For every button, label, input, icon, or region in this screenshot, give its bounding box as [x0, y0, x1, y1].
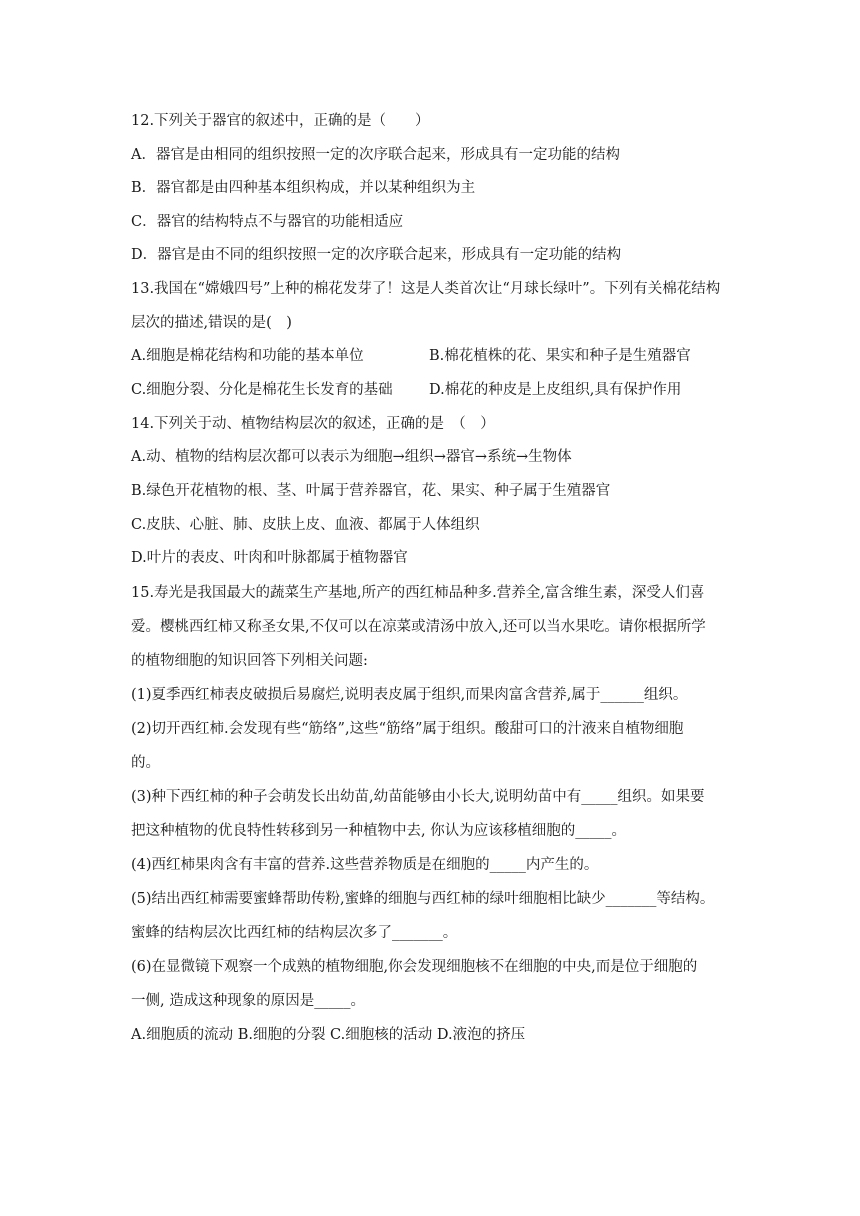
q12-option-b: B．器官都是由四种基本组织构成，并以某种组织为主: [131, 180, 476, 196]
q15-stem-line1: 15.寿光是我国最大的蔬菜生产基地,所产的西红柿品种多.营养全,富含维生素，深受人们喜: [131, 585, 705, 601]
q15-part6-line2: 一侧, 造成这种现象的原因是_____。: [131, 993, 365, 1009]
q15-part6-options: A.细胞质的流动 B.细胞的分裂 C.细胞核的活动 D.液泡的挤压: [131, 1027, 526, 1043]
q13-option-d: D.棉花的种皮是上皮组织,具有保护作用: [429, 382, 682, 398]
q12-stem: 12.下列关于器官的叙述中，正确的是（ ）: [131, 113, 430, 129]
q13-stem-line2: 层次的描述,错误的是( ): [131, 315, 292, 331]
q14-option-d: D.叶片的表皮、叶肉和叶脉都属于植物器官: [131, 550, 408, 566]
q14-option-b: B.绿色开花植物的根、茎、叶属于营养器官，花、果实、种子属于生殖器官: [131, 483, 611, 499]
q12-option-a: A．器官是由相同的组织按照一定的次序联合起来，形成具有一定功能的结构: [131, 147, 620, 163]
q15-part3-line1: (3)种下西红柿的种子会萌发长出幼苗,幼苗能够由小长大,说明幼苗中有_____组织。如果要: [131, 789, 705, 805]
q14-option-a: A.动、植物的结构层次都可以表示为细胞→组织→器官→系统→生物体: [131, 449, 572, 465]
q15-part2-line1: (2)切开西红柿.会发现有些“筋络”,这些“筋络”属于组织。酸甜可口的汁液来自植物细胞: [131, 721, 684, 737]
q15-part1: (1)夏季西红柿表皮破损后易腐烂,说明表皮属于组织,而果肉富含营养,属于______组织。: [131, 687, 688, 703]
q15-part2-line2: 的。: [131, 755, 160, 771]
q15-part3-line2: 把这种植物的优良特性转移到另一种植物中去, 你认为应该移植细胞的_____。: [131, 823, 626, 839]
q15-part6-line1: (6)在显微镜下观察一个成熟的植物细胞,你会发现细胞核不在细胞的中央,而是位于细胞的: [131, 959, 698, 975]
q15-stem-line3: 的植物细胞的知识回答下列相关问题:: [131, 653, 368, 669]
q15-stem-line2: 爱。樱桃西红柿又称圣女果,不仅可以在凉菜或清汤中放入,还可以当水果吃。请你根据所学: [131, 619, 706, 635]
q13-stem-line1: 13.我国在“嫦娥四号”上种的棉花发芽了！这是人类首次让“月球长绿叶”。下列有关棉花结构: [131, 281, 721, 297]
q14-stem: 14.下列关于动、植物结构层次的叙述，正确的是 （ ）: [131, 416, 495, 432]
q12-option-c: C．器官的结构特点不与器官的功能相适应: [131, 214, 404, 230]
q12-option-d: D．器官是由不同的组织按照一定的次序联合起来，形成具有一定功能的结构: [131, 247, 622, 263]
q15-part5-line2: 蜜蜂的结构层次比西红柿的结构层次多了_______。: [131, 925, 458, 941]
q15-part5-line1: (5)结出西红柿需要蜜蜂帮助传粉,蜜蜂的细胞与西红柿的绿叶细胞相比缺少_______等结构。: [131, 891, 715, 907]
q13-option-b: B.棉花植株的花、果实和种子是生殖器官: [429, 348, 691, 364]
q13-option-a: A.细胞是棉花结构和功能的基本单位: [131, 348, 364, 364]
q15-part4: (4)西红柿果肉含有丰富的营养.这些营养物质是在细胞的_____内产生的。: [131, 857, 599, 873]
q13-option-c: C.细胞分裂、分化是棉花生长发育的基础: [131, 382, 393, 398]
q14-option-c: C.皮肤、心脏、肺、皮肤上皮、血液、都属于人体组织: [131, 517, 480, 533]
